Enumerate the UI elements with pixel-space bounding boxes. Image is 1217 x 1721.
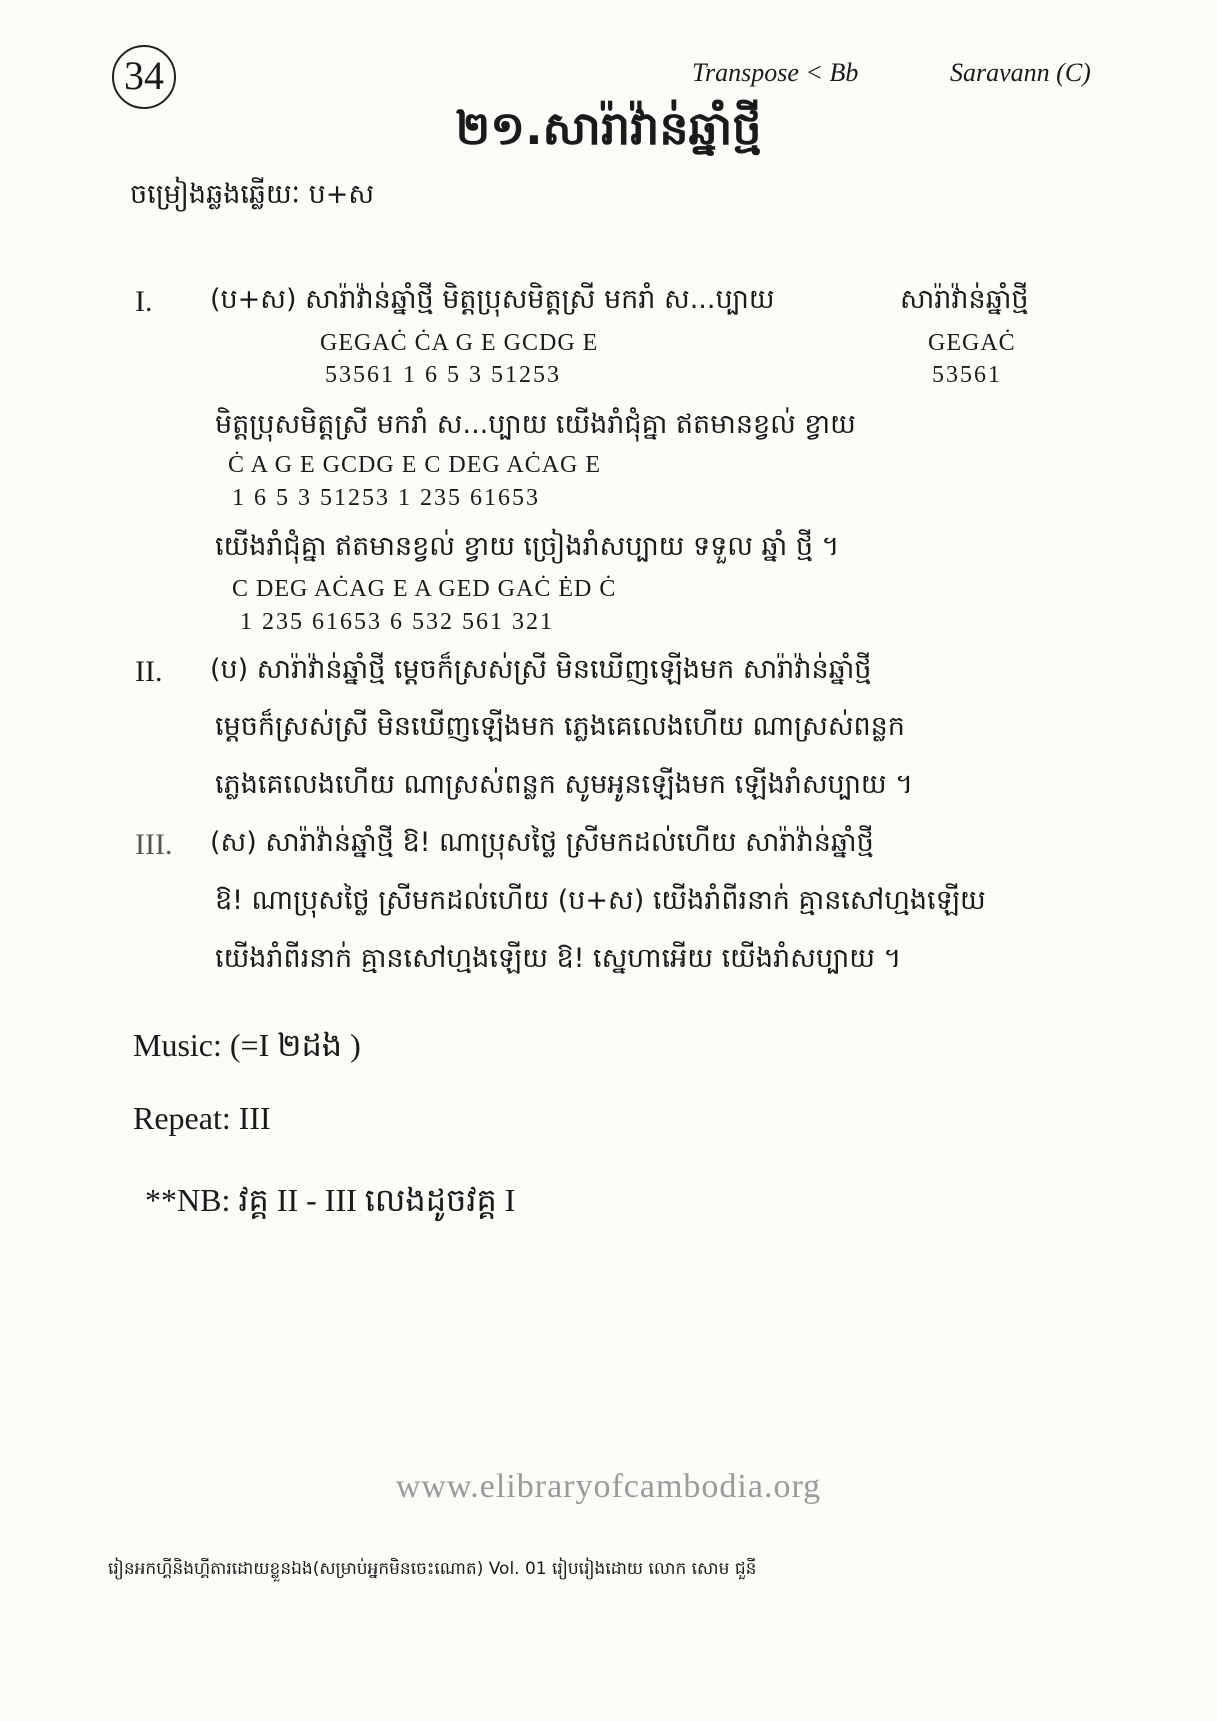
verse-3-line-1: (ស) សារ៉ាវ៉ាន់ឆ្នាំថ្មី ឱ! ណាប្រុសថ្លៃ ស្រីមកដល់ហើយ សារ៉ាវ៉ាន់ឆ្នាំថ្មី [210,827,874,858]
nb-note: **NB: វគ្គ II - III លេងដូចវគ្គ I [145,1182,516,1218]
watermark: www.elibraryofcambodia.org [395,1468,822,1505]
verse-3-line-3: យើងរាំពីរនាក់ គ្មានសៅហ្មងឡើយ ឱ! ស្នេហាអើយ យើងរាំសប្បាយ ។ [215,943,902,974]
verse-1-line-3: យើងរាំជុំគ្នា ឥតមានខ្វល់ ខ្វាយ ច្រៀងរាំសប្បាយ ទទួល ឆ្នាំ ថ្មី ។ [215,531,840,562]
song-title: ២១.សារ៉ាវ៉ាន់ឆ្នាំថ្មី [455,101,762,155]
transpose-note: Transpose < Bb [692,58,859,87]
repeat-note: Repeat: III [133,1100,271,1136]
verse-3-number: III. [135,828,173,861]
voices-label: ចម្រៀងឆ្លងឆ្លើយៈ ប+ស [130,179,375,210]
footer: រៀនអកហ្គីនិងហ្គីតារដោយខ្លួនឯង(សម្រាប់អ្នកមិនចេះណោត) Vol. 01 រៀបរៀងដោយ លោក សោម ជួនី [108,1559,757,1579]
verse-2-line-1: (ប) សារ៉ាវ៉ាន់ឆ្នាំថ្មី ម្ដេចក៏ស្រស់ស្រី មិនឃើញឡើងមក សារ៉ាវ៉ាន់ឆ្នាំថ្មី [210,654,872,685]
verse-1-numbers-1: 53561 1 6 5 3 51253 [325,362,561,388]
verse-2-number: II. [135,655,163,688]
verse-1-number: I. [135,285,153,318]
verse-1-numbers-3: 1 235 61653 6 532 561 321 [240,609,554,635]
music-note: Music: (=I ២ដង ) [133,1027,361,1063]
verse-3-line-2: ឱ! ណាប្រុសថ្លៃ ស្រីមកដល់ហើយ (ប+ស) យើងរាំពីរនាក់ គ្មានសៅហ្មងឡើយ [215,885,986,916]
verse-1-numbers-1-end: 53561 [932,362,1002,388]
verse-1-chords-1-end: GEGAĊ [928,330,1016,356]
verse-2-line-3: ភ្លេងគេលេងហើយ ណាស្រស់ពន្លក សូមអូនឡើងមក ឡើងរាំសប្បាយ ។ [215,769,913,800]
verse-1-line-1: (ប+ស) សារ៉ាវ៉ាន់ឆ្នាំថ្មី មិត្តប្រុសមិត្តស្រី មករាំ ស...ប្បាយ [210,284,775,315]
verse-1-chords-3: C DEG AĊAG E A GED GAĊ ĖD Ċ [232,576,617,602]
page-number: 34 [112,45,176,109]
verse-2-line-2: ម្ដេចក៏ស្រស់ស្រី មិនឃើញឡើងមក ភ្លេងគេលេងហើយ ណាស្រស់ពន្លក [215,711,905,742]
verse-1-line-1-end: សារ៉ាវ៉ាន់ឆ្នាំថ្មី [900,284,1029,315]
singer-note: Saravann (C) [950,58,1091,87]
verse-1-chords-2: Ċ A G E GCDG E C DEG AĊAG E [228,452,602,478]
verse-1-numbers-2: 1 6 5 3 51253 1 235 61653 [232,485,540,511]
verse-1-chords-1: GEGAĊ ĊA G E GCDG E [320,330,599,356]
verse-1-line-2: មិត្តប្រុសមិត្តស្រី មករាំ ស...ប្បាយ យើងរាំជុំគ្នា ឥតមានខ្វល់ ខ្វាយ [215,409,856,440]
